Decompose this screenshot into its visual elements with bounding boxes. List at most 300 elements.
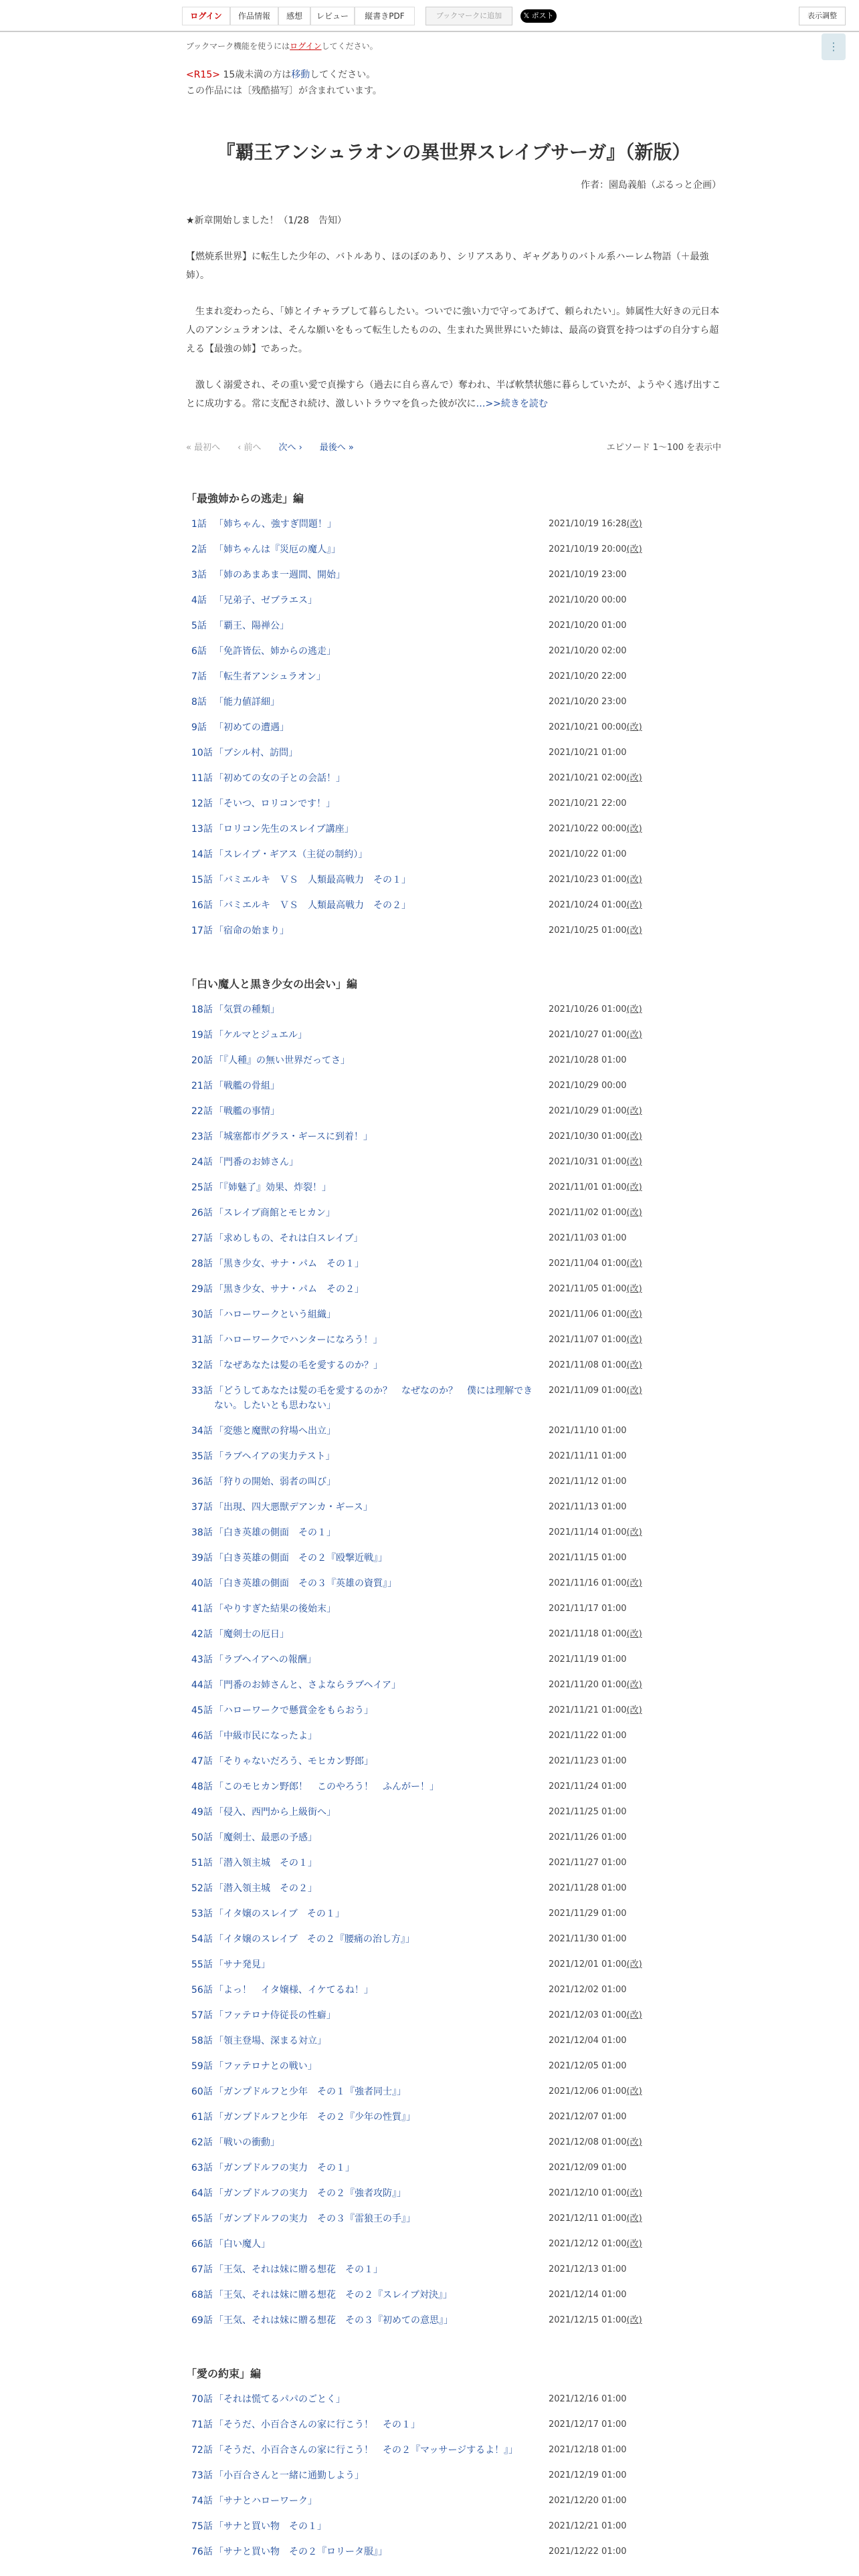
episode-date: 2021/11/02 01:00(改) xyxy=(549,1208,642,1218)
synopsis-body: 生まれ変わったら、「姉とイチャラブして暮らしたい。ついでに強い力で守ってあげて、頼られたい」。姉属性大好きの元日本人のアンシュラオンは、そんな願いをもって転生したものの、生まれた異世界にいた姉は、最高の資質を持つはずの自分すら超える【最強の姉】であった。 xyxy=(186,306,720,354)
episode-date: 2021/10/21 01:00 xyxy=(549,748,627,758)
episode-row[interactable] xyxy=(186,746,721,760)
episode-title-link[interactable]: 「姉ちゃん、強すぎ問題！」 xyxy=(214,519,337,530)
episode-row[interactable] xyxy=(186,1729,721,1743)
episode-number[interactable]: 73話 xyxy=(191,2470,213,2481)
episode-date: 2021/11/16 01:00(改) xyxy=(549,1578,642,1588)
episode-row[interactable] xyxy=(186,644,721,659)
bookmark-login-link[interactable]: ログイン xyxy=(290,41,322,51)
episode-number[interactable]: 1話 xyxy=(191,519,207,530)
episode-title-link[interactable]: 「このモヒカン野郎！ このやろう！ ふんがー！」 xyxy=(214,1782,439,1792)
episode-number[interactable]: 39話 xyxy=(191,1553,213,1564)
episode-title-link[interactable]: 「ケルマとジュエル」 xyxy=(214,1030,308,1041)
episode-row[interactable] xyxy=(186,1180,721,1195)
episode-title-link[interactable]: 「戦艦の骨組」 xyxy=(214,1081,280,1091)
episode-number[interactable]: 48話 xyxy=(191,1782,213,1792)
episode-number[interactable]: 2話 xyxy=(191,544,207,555)
episode-title-link[interactable]: 「ガンプドルフの実力 その１」 xyxy=(214,2163,355,2173)
episode-title-link[interactable]: 「ファテロナ侍従長の性癖」 xyxy=(214,2010,336,2021)
synopsis-announce: ★新章開始しました！（1/28 告知） xyxy=(186,215,347,226)
episode-number[interactable]: 38話 xyxy=(191,1527,213,1538)
episode-title-link[interactable]: 「侵入、西門から上級街へ」 xyxy=(214,1807,336,1818)
episode-row[interactable] xyxy=(186,1257,721,1271)
episode-title-link[interactable]: 「門番のお姉さんと、さよならラブヘイア」 xyxy=(214,1680,401,1691)
episode-row[interactable] xyxy=(186,1805,721,1820)
episode-title-link[interactable]: 「スレイブ・ギアス（主従の制約）」 xyxy=(214,849,368,860)
episode-row[interactable] xyxy=(186,1104,721,1119)
episode-row[interactable] xyxy=(186,2443,721,2458)
episode-date: 2021/11/29 01:00 xyxy=(549,1909,627,1919)
episode-number[interactable]: 49話 xyxy=(191,1807,213,1818)
episode-number[interactable]: 42話 xyxy=(191,1629,213,1640)
episode-row[interactable] xyxy=(186,619,721,633)
episode-title-link[interactable]: 「魔剣士、最悪の予感」 xyxy=(214,1832,317,1843)
episode-number[interactable]: 54話 xyxy=(191,1934,213,1945)
episode-title-link[interactable]: 「姉のあまあま一週間、開始」 xyxy=(214,570,345,580)
episode-number[interactable]: 66話 xyxy=(191,2239,213,2250)
episode-date: 2021/12/11 01:00(改) xyxy=(549,2214,642,2224)
episode-number[interactable]: 9話 xyxy=(191,722,207,733)
episode-title-link[interactable]: 「狩りの開始、弱者の叫び」 xyxy=(214,1477,336,1487)
episode-row[interactable] xyxy=(186,2519,721,2534)
episode-row[interactable] xyxy=(186,1576,721,1591)
episode-number[interactable]: 59話 xyxy=(191,2061,213,2072)
episode-title-link[interactable]: 「兄弟子、ゼブラエス」 xyxy=(214,595,317,606)
episode-row[interactable] xyxy=(186,2110,721,2125)
episode-date: 2021/10/20 23:00 xyxy=(549,697,627,707)
episode-row[interactable] xyxy=(186,1475,721,1489)
episode-date: 2021/11/13 01:00 xyxy=(549,1502,627,1512)
episode-title-link[interactable]: 「初めての遭遇」 xyxy=(214,722,289,733)
episode-number[interactable]: 76話 xyxy=(191,2547,213,2557)
episode-number[interactable]: 46話 xyxy=(191,1731,213,1741)
episode-date: 2021/12/20 01:00 xyxy=(549,2496,627,2506)
episode-row[interactable] xyxy=(186,1053,721,1068)
revised-badge: (改) xyxy=(626,900,642,910)
episode-date: 2021/11/15 01:00 xyxy=(549,1553,627,1563)
episode-title-link[interactable]: 「転生者アンシュラオン」 xyxy=(214,671,326,682)
episode-number[interactable]: 56話 xyxy=(191,1985,213,1996)
episode-number[interactable]: 6話 xyxy=(191,646,207,657)
episode-number[interactable]: 3話 xyxy=(191,570,207,580)
episode-number[interactable]: 58話 xyxy=(191,2036,213,2046)
episode-title-link[interactable]: 「ラブヘイアへの報酬」 xyxy=(214,1654,316,1665)
episode-row[interactable] xyxy=(186,1155,721,1170)
episode-number[interactable]: 64話 xyxy=(191,2188,213,2199)
episode-number[interactable]: 63話 xyxy=(191,2163,213,2173)
episode-row[interactable] xyxy=(186,669,721,684)
episode-date: 2021/12/15 01:00(改) xyxy=(549,2315,642,2325)
episode-title-link[interactable]: 「そうだ、小百合さんの家に行こう！ その２『マッサージするよ！』」 xyxy=(214,2445,518,2456)
episode-number[interactable]: 26話 xyxy=(191,1208,213,1218)
move-link[interactable]: 移動 xyxy=(291,70,310,80)
episode-number[interactable]: 60話 xyxy=(191,2086,213,2097)
episode-number[interactable]: 75話 xyxy=(191,2521,213,2532)
episode-row[interactable] xyxy=(186,1881,721,1896)
episode-title-link[interactable]: 「そいつ、ロリコンです！」 xyxy=(214,798,336,809)
episode-row[interactable] xyxy=(186,1907,721,1921)
revised-badge: (改) xyxy=(626,1335,642,1345)
episode-title-link[interactable]: 「王気、それは妹に贈る想花 その２『スレイブ対決』」 xyxy=(214,2290,452,2300)
episode-date: 2021/11/14 01:00(改) xyxy=(549,1527,642,1537)
episode-row[interactable] xyxy=(186,2161,721,2175)
episode-row[interactable] xyxy=(186,1551,721,1566)
episode-row[interactable] xyxy=(186,1384,721,1413)
episode-row[interactable] xyxy=(186,1500,721,1515)
episode-title-link[interactable]: 「領主登場、深まる対立」 xyxy=(214,2036,326,2046)
episode-title-link[interactable]: 「潜入領主城 その１」 xyxy=(214,1858,317,1868)
episode-date: 2021/12/21 01:00 xyxy=(549,2521,627,2531)
episode-number[interactable]: 67話 xyxy=(191,2264,213,2275)
episode-number[interactable]: 69話 xyxy=(191,2315,213,2326)
episode-row[interactable] xyxy=(186,1678,721,1693)
episode-number[interactable]: 68話 xyxy=(191,2290,213,2300)
episode-number[interactable]: 7話 xyxy=(191,671,207,682)
main-content xyxy=(186,40,721,2559)
episode-row[interactable] xyxy=(186,720,721,735)
episode-number[interactable]: 43話 xyxy=(191,1654,213,1665)
display-settings-button[interactable]: 表示調整 xyxy=(799,7,846,25)
vertical-pdf-link[interactable]: 縦書きPDF xyxy=(355,7,415,25)
episode-row[interactable] xyxy=(186,771,721,786)
episode-number[interactable]: 10話 xyxy=(191,748,213,758)
episode-row[interactable] xyxy=(186,2288,721,2302)
episode-title-link[interactable]: 「初めての女の子との会話！」 xyxy=(214,773,345,784)
episode-title-link[interactable]: 「ファテロナとの戦い」 xyxy=(214,2061,317,2072)
episode-title-link[interactable]: 「城塞都市グラス・ギースに到着！」 xyxy=(214,1132,373,1142)
episode-row[interactable] xyxy=(186,1206,721,1220)
episode-number[interactable]: 15話 xyxy=(191,875,213,885)
episode-number[interactable]: 12話 xyxy=(191,798,213,809)
episode-title-link[interactable]: 「ガンプドルフと少年 その２『少年の性質』」 xyxy=(214,2112,415,2123)
episode-row[interactable] xyxy=(186,1358,721,1373)
review-link[interactable]: レビュー xyxy=(310,7,355,25)
episode-row[interactable] xyxy=(186,1002,721,1017)
episode-row[interactable] xyxy=(186,796,721,811)
episode-title-link[interactable]: 「白き英雄の側面 その２『殴撃近戦』」 xyxy=(214,1553,387,1564)
revised-badge: (改) xyxy=(626,2010,642,2020)
episode-title-link[interactable]: 「王気、それは妹に贈る想花 その３『初めての意思』」 xyxy=(214,2315,453,2326)
episode-row[interactable] xyxy=(186,2084,721,2099)
episode-number[interactable]: 5話 xyxy=(191,621,207,631)
episode-date: 2021/10/22 00:00(改) xyxy=(549,824,642,834)
episode-row[interactable] xyxy=(186,1983,721,1998)
episode-number[interactable]: 4話 xyxy=(191,595,207,606)
episode-title-link[interactable]: 「門番のお姉さん」 xyxy=(214,1157,298,1168)
login-link[interactable]: ログイン xyxy=(182,7,230,25)
episode-row[interactable] xyxy=(186,2262,721,2277)
revised-badge: (改) xyxy=(626,824,642,834)
episode-row[interactable] xyxy=(186,1703,721,1718)
episode-row[interactable] xyxy=(186,1333,721,1348)
episode-date: 2021/11/09 01:00(改) xyxy=(549,1386,642,1396)
episode-number[interactable]: 52話 xyxy=(191,1883,213,1894)
episode-row[interactable] xyxy=(186,1780,721,1794)
episode-title-link[interactable]: 「『姉魅了』効果、炸裂！」 xyxy=(214,1182,331,1193)
episode-title-link[interactable]: 「よっ！ イタ嬢様、イケてるね！」 xyxy=(214,1985,373,1996)
episode-title-link[interactable]: 「どうしてあなたは髪の毛を愛するのか？ なぜなのか？ 僕には理解できない。したいとも思わない」 xyxy=(214,1386,533,1411)
pager-last[interactable]: 最後へ » xyxy=(319,443,354,453)
episode-number[interactable]: 47話 xyxy=(191,1756,213,1767)
episode-title-link[interactable]: 「バミエルキ ＶＳ 人類最高戦力 その１」 xyxy=(214,875,411,885)
work-info-link[interactable]: 作品情報 xyxy=(230,7,278,25)
episode-number[interactable]: 40話 xyxy=(191,1578,213,1589)
episode-title-link[interactable]: 「サナ発見」 xyxy=(214,1959,270,1970)
episode-title-link[interactable]: 「バミエルキ ＶＳ 人類最高戦力 その２」 xyxy=(214,900,411,911)
episode-title-link[interactable]: 「黒き少女、サナ・パム その２」 xyxy=(214,1284,364,1295)
episode-title-link[interactable]: 「姉ちゃんは『災厄の魔人』」 xyxy=(214,544,341,555)
episode-title-link[interactable]: 「戦いの衝動」 xyxy=(214,2137,280,2148)
episode-title-link[interactable]: 「白き英雄の側面 その３『英雄の資質』」 xyxy=(214,1578,397,1589)
episode-row[interactable] xyxy=(186,1079,721,1093)
episode-number[interactable]: 32話 xyxy=(191,1360,213,1371)
episode-number[interactable]: 50話 xyxy=(191,1832,213,1843)
episode-row[interactable] xyxy=(186,1932,721,1947)
episode-row[interactable] xyxy=(186,1652,721,1667)
episode-title-link[interactable]: 「中級市民になったよ」 xyxy=(214,1731,317,1741)
episode-number[interactable]: 21話 xyxy=(191,1081,213,1091)
episode-title-link[interactable]: 「なぜあなたは髪の毛を愛するのか？」 xyxy=(214,1360,383,1371)
episode-date: 2021/12/22 01:00 xyxy=(549,2547,627,2557)
episode-row[interactable] xyxy=(186,1424,721,1438)
episode-row[interactable] xyxy=(186,593,721,608)
episode-number[interactable]: 25話 xyxy=(191,1182,213,1193)
episode-row[interactable] xyxy=(186,1754,721,1769)
episode-date: 2021/11/19 01:00 xyxy=(549,1654,627,1665)
episode-title-link[interactable]: 「サナと買い物 その１」 xyxy=(214,2521,326,2532)
episode-row[interactable] xyxy=(186,2212,721,2226)
episode-number[interactable]: 57話 xyxy=(191,2010,213,2021)
episode-number[interactable]: 16話 xyxy=(191,900,213,911)
episode-title-link[interactable]: 「求めしもの、それは白スレイブ」 xyxy=(214,1233,363,1244)
episode-row[interactable] xyxy=(186,1525,721,1540)
episode-number[interactable]: 13話 xyxy=(191,824,213,835)
episode-date: 2021/10/29 00:00 xyxy=(549,1081,627,1091)
episode-date: 2021/10/21 02:00(改) xyxy=(549,773,642,783)
episode-row[interactable] xyxy=(186,1830,721,1845)
episode-number[interactable]: 24話 xyxy=(191,1157,213,1168)
episode-number[interactable]: 17話 xyxy=(191,926,213,936)
episode-date: 2021/11/26 01:00 xyxy=(549,1832,627,1842)
episode-number[interactable]: 31話 xyxy=(191,1335,213,1346)
episode-title-link[interactable]: 「宿命の始まり」 xyxy=(214,926,289,936)
episode-row[interactable] xyxy=(186,1856,721,1870)
episode-number[interactable]: 74話 xyxy=(191,2496,213,2506)
episode-row[interactable] xyxy=(186,2418,721,2432)
episode-date: 2021/11/06 01:00(改) xyxy=(549,1309,642,1319)
bookmark-note: ブックマーク機能を使うにはログインしてください。 xyxy=(186,41,378,51)
revised-badge: (改) xyxy=(626,1386,642,1396)
episode-title-link[interactable]: 「サナとハローワーク」 xyxy=(214,2496,317,2506)
episode-title-link[interactable]: 「ハローワークでハンターになろう！」 xyxy=(214,1335,383,1346)
episode-row[interactable] xyxy=(186,1130,721,1144)
episode-number[interactable]: 27話 xyxy=(191,1233,213,1244)
episode-title-link[interactable]: 「イタ嬢のスレイブ その１」 xyxy=(214,1909,345,1919)
episode-number[interactable]: 20話 xyxy=(191,1055,213,1066)
episode-number[interactable]: 70話 xyxy=(191,2394,213,2405)
episode-row[interactable] xyxy=(186,1028,721,1043)
top-navbar xyxy=(0,0,859,32)
episode-row[interactable] xyxy=(186,542,721,557)
bookmark-add-button[interactable]: ブックマークに追加 xyxy=(425,7,512,25)
episode-title-link[interactable]: 「気質の種類」 xyxy=(214,1004,280,1015)
episode-row[interactable] xyxy=(186,2186,721,2201)
episode-title-link[interactable]: 「白い魔人」 xyxy=(214,2239,270,2250)
episode-number[interactable]: 8話 xyxy=(191,697,207,708)
episode-number[interactable]: 18話 xyxy=(191,1004,213,1015)
episode-title-link[interactable]: 「やりすぎた結果の後始末」 xyxy=(214,1604,336,1614)
episode-number[interactable]: 51話 xyxy=(191,1858,213,1868)
side-menu-icon[interactable]: ⋮ xyxy=(822,33,846,60)
episode-row[interactable] xyxy=(186,568,721,582)
episode-row[interactable] xyxy=(186,1602,721,1616)
episode-date: 2021/10/20 22:00 xyxy=(549,671,627,681)
episode-title-link[interactable]: 「戦艦の事情」 xyxy=(214,1106,280,1117)
revised-badge: (改) xyxy=(626,1157,642,1167)
episode-title-link[interactable]: 「ブシル村、訪問」 xyxy=(214,748,298,758)
episode-title-link[interactable]: 「能力値詳細」 xyxy=(214,697,280,708)
episode-row[interactable] xyxy=(186,2468,721,2483)
revised-badge: (改) xyxy=(626,1208,642,1218)
episode-date: 2021/12/09 01:00 xyxy=(549,2163,627,2173)
episode-row[interactable] xyxy=(186,924,721,938)
episode-number[interactable]: 22話 xyxy=(191,1106,213,1117)
episode-title-link[interactable]: 「それは慌てるパパのごとく」 xyxy=(214,2394,345,2405)
episode-row[interactable] xyxy=(186,1231,721,1246)
episode-row[interactable] xyxy=(186,1307,721,1322)
episode-date: 2021/12/17 01:00 xyxy=(549,2420,627,2430)
episode-date: 2021/12/12 01:00(改) xyxy=(549,2239,642,2249)
episode-number[interactable]: 41話 xyxy=(191,1604,213,1614)
episode-number[interactable]: 55話 xyxy=(191,1959,213,1970)
episode-number[interactable]: 62話 xyxy=(191,2137,213,2148)
episode-date: 2021/10/19 20:00(改) xyxy=(549,544,642,554)
episode-row[interactable] xyxy=(186,1957,721,1972)
episode-row[interactable] xyxy=(186,2313,721,2328)
episode-title-link[interactable]: 「出現、四大悪獣デアンカ・ギース」 xyxy=(214,1502,373,1513)
episode-title-link[interactable]: 「ハローワークで懸賞金をもらおう」 xyxy=(214,1705,373,1716)
revised-badge: (改) xyxy=(626,1629,642,1639)
episode-number[interactable]: 65話 xyxy=(191,2214,213,2224)
episode-date: 2021/11/23 01:00 xyxy=(549,1756,627,1766)
episode-date: 2021/10/26 01:00(改) xyxy=(549,1004,642,1014)
episode-number[interactable]: 72話 xyxy=(191,2445,213,2456)
episode-date: 2021/11/05 01:00(改) xyxy=(549,1284,642,1294)
episode-list xyxy=(186,492,721,2559)
episode-title-link[interactable]: 「『人種』の無い世界だってさ」 xyxy=(214,1055,350,1066)
episode-title-link[interactable]: 「変態と魔獣の狩場へ出立」 xyxy=(214,1426,336,1436)
episode-date: 2021/11/17 01:00 xyxy=(549,1604,627,1614)
episode-title-link[interactable]: 「王気、それは妹に贈る想花 その１」 xyxy=(214,2264,383,2275)
episode-date: 2021/12/06 01:00(改) xyxy=(549,2086,642,2097)
revised-badge: (改) xyxy=(626,926,642,936)
episode-row[interactable] xyxy=(186,2237,721,2252)
read-more-link[interactable]: …>>続きを読む xyxy=(476,399,548,409)
episode-title-link[interactable]: 「白き英雄の側面 その１」 xyxy=(214,1527,336,1538)
episode-row[interactable] xyxy=(186,2034,721,2048)
revised-badge: (改) xyxy=(626,1132,642,1142)
episode-title-link[interactable]: 「潜入領主城 その２」 xyxy=(214,1883,317,1894)
episode-number[interactable]: 19話 xyxy=(191,1030,213,1041)
episode-row[interactable] xyxy=(186,898,721,913)
episode-row[interactable] xyxy=(186,847,721,862)
episode-date: 2021/12/14 01:00 xyxy=(549,2290,627,2300)
episode-number[interactable]: 28話 xyxy=(191,1259,213,1269)
episode-date: 2021/12/07 01:00 xyxy=(549,2112,627,2122)
revised-badge: (改) xyxy=(626,1360,642,1370)
episode-title-link[interactable]: 「魔剣士の厄日」 xyxy=(214,1629,289,1640)
episode-number[interactable]: 35話 xyxy=(191,1451,213,1462)
episode-title-link[interactable]: 「小百合さんと一緒に通勤しよう」 xyxy=(214,2470,364,2481)
episode-number[interactable]: 44話 xyxy=(191,1680,213,1691)
episode-date: 2021/11/20 01:00(改) xyxy=(549,1680,642,1690)
episode-row[interactable] xyxy=(186,822,721,837)
episode-title-link[interactable]: 「ガンプドルフの実力 その２『強者攻防』」 xyxy=(214,2188,406,2199)
episode-title-link[interactable]: 「そうだ、小百合さんの家に行こう！ その１」 xyxy=(214,2420,420,2430)
episode-row[interactable] xyxy=(186,695,721,710)
episode-row[interactable] xyxy=(186,1449,721,1464)
episode-title-link[interactable]: 「ラブヘイアの実力テスト」 xyxy=(214,1451,335,1462)
episode-date: 2021/10/21 00:00(改) xyxy=(549,722,642,732)
episode-title-link[interactable]: 「ロリコン先生のスレイブ講座」 xyxy=(214,824,354,835)
episode-number[interactable]: 71話 xyxy=(191,2420,213,2430)
episode-number[interactable]: 23話 xyxy=(191,1132,213,1142)
episode-number[interactable]: 61話 xyxy=(191,2112,213,2123)
episode-row[interactable] xyxy=(186,873,721,887)
episode-number[interactable]: 37話 xyxy=(191,1502,213,1513)
episode-title-link[interactable]: 「そりゃないだろう、モヒカン野郎」 xyxy=(214,1756,373,1767)
episode-row[interactable] xyxy=(186,1627,721,1642)
episode-row[interactable] xyxy=(186,2494,721,2508)
pager-next[interactable]: 次へ › xyxy=(278,443,302,453)
episode-number[interactable]: 45話 xyxy=(191,1705,213,1716)
episode-title-link[interactable]: 「ガンプドルフの実力 その３『雷狼王の手』」 xyxy=(214,2214,415,2224)
pager xyxy=(186,440,721,453)
x-post-button[interactable]: 𝕏 ポスト xyxy=(520,9,557,23)
episode-title-link[interactable]: 「免許皆伝、姉からの逃走」 xyxy=(214,646,336,657)
episode-row[interactable] xyxy=(186,2392,721,2407)
episode-title-link[interactable]: 「サナと買い物 その２『ロリータ服』」 xyxy=(214,2547,387,2557)
revised-badge: (改) xyxy=(626,1680,642,1690)
episode-number[interactable]: 14話 xyxy=(191,849,213,860)
episode-row[interactable] xyxy=(186,2135,721,2150)
episode-title-link[interactable]: 「スレイブ商館とモヒカン」 xyxy=(214,1208,335,1218)
episode-date: 2021/12/08 01:00(改) xyxy=(549,2137,642,2147)
episode-row[interactable] xyxy=(186,1282,721,1297)
impression-link[interactable]: 感想 xyxy=(278,7,310,25)
episode-row[interactable] xyxy=(186,2008,721,2023)
episode-number[interactable]: 36話 xyxy=(191,1477,213,1487)
episode-number[interactable]: 29話 xyxy=(191,1284,213,1295)
episode-title-link[interactable]: 「覇王、陽禅公」 xyxy=(214,621,289,631)
episode-title-link[interactable]: 「ガンプドルフと少年 その１『強者同士』」 xyxy=(214,2086,406,2097)
episode-title-link[interactable]: 「ハローワークという組織」 xyxy=(214,1309,336,1320)
episode-number[interactable]: 30話 xyxy=(191,1309,213,1320)
episode-date: 2021/10/23 01:00(改) xyxy=(549,875,642,885)
episode-date: 2021/10/19 23:00 xyxy=(549,570,627,580)
episode-date: 2021/10/20 00:00 xyxy=(549,595,627,605)
episode-title-link[interactable]: 「黒き少女、サナ・パム その１」 xyxy=(214,1259,364,1269)
episode-row[interactable] xyxy=(186,517,721,532)
episode-number[interactable]: 34話 xyxy=(191,1426,213,1436)
episode-number[interactable]: 11話 xyxy=(191,773,213,784)
episode-date: 2021/10/20 02:00 xyxy=(549,646,627,656)
episode-title-link[interactable]: 「イタ嬢のスレイブ その２『腰痛の治し方』」 xyxy=(214,1934,415,1945)
episode-row[interactable] xyxy=(186,2059,721,2074)
episode-row[interactable] xyxy=(186,2545,721,2559)
episode-number[interactable]: 53話 xyxy=(191,1909,213,1919)
episode-number[interactable]: 33話 xyxy=(191,1386,213,1396)
